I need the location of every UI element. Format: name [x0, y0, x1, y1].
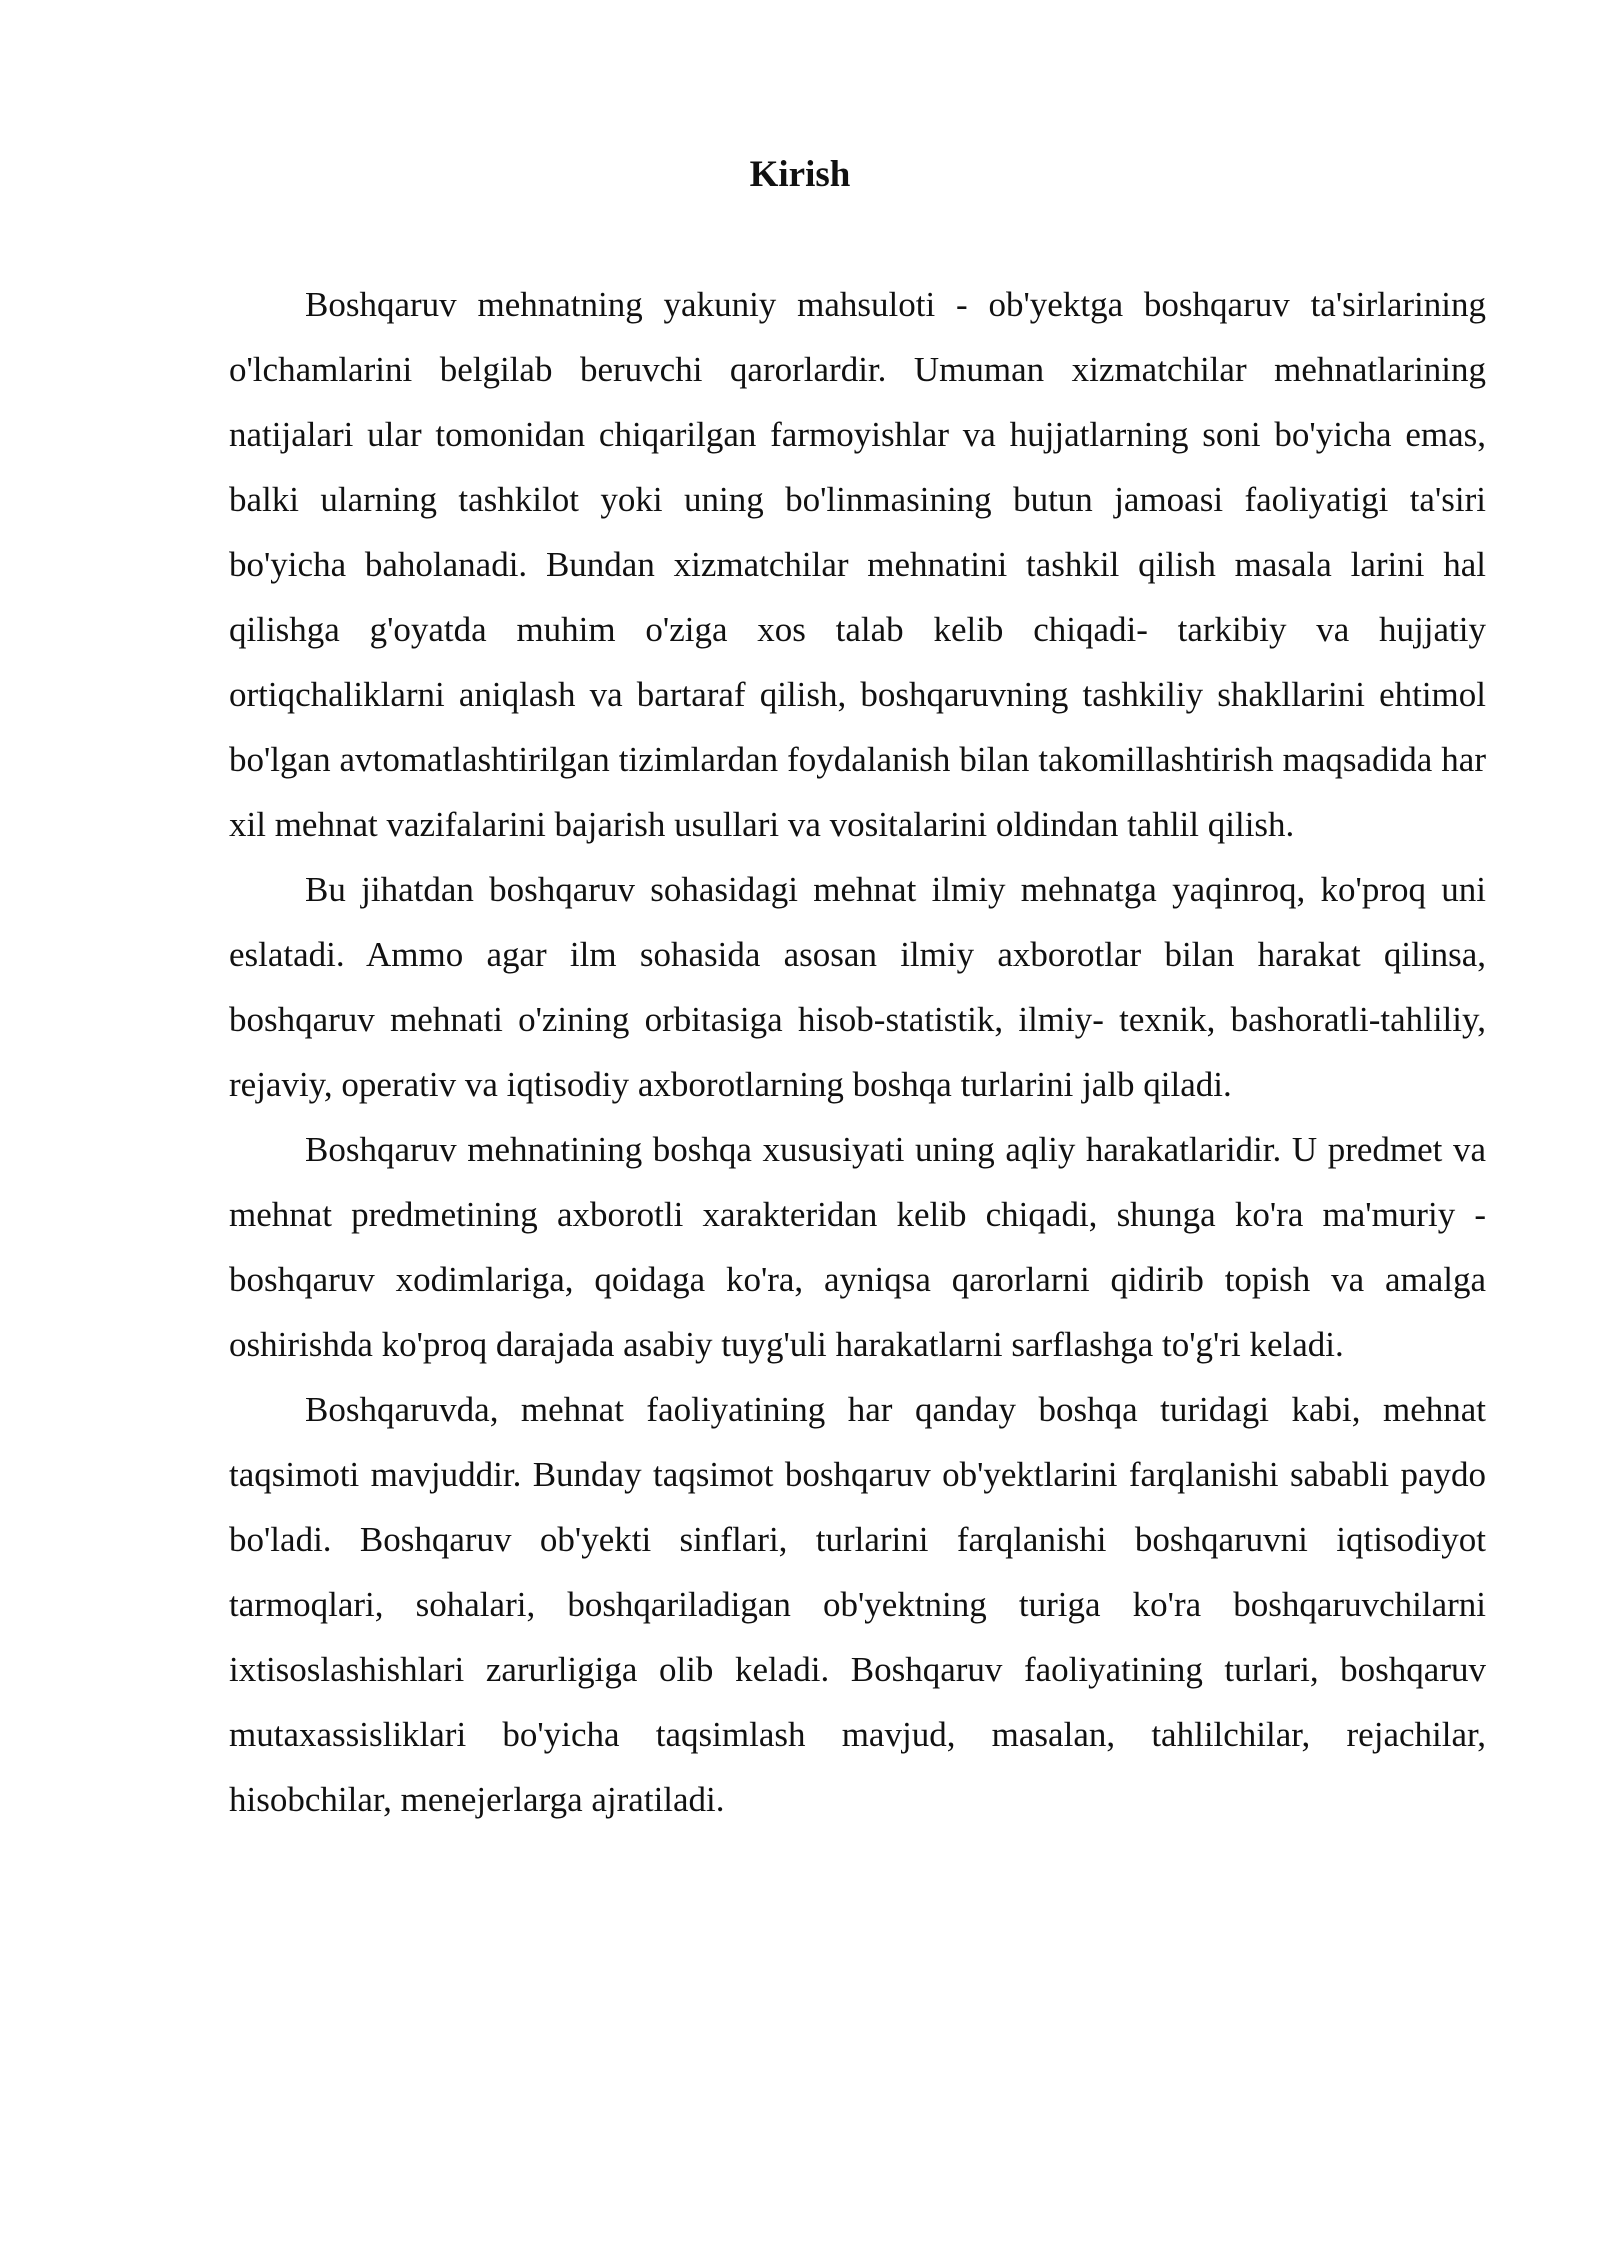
paragraph-2: Bu jihatdan boshqaruv sohasidagi mehnat ilmiy mehnatga yaqinroq, ko'proq uni eslatadi. Ammo agar ilm sohasida asosan ilmiy axborotlar bilan harakat qilinsa, boshqaruv mehnati o'zining orbitasiga hisob-statistik, ilmiy- texnik, bashoratli-tahliliy, rejaviy, operativ va iqtisodiy axborotlarning boshqa turlarini jalb qiladi.	[229, 870, 1486, 1104]
paragraph-3: Boshqaruv mehnatining boshqa xususiyati uning aqliy harakatlaridir. U predmet va mehnat predmetining axborotli xarakteridan kelib chiqadi, shunga ko'ra ma'muriy - boshqaruv xodimlariga, qoidaga ko'ra, ayniqsa qarorlarni qidirib topish va amalga oshirishda ko'proq darajada asabiy tuyg'uli harakatlarni sarflashga to'g'ri keladi.	[229, 1130, 1486, 1364]
paragraph-4: Boshqaruvda, mehnat faoliyatining har qanday boshqa turidagi kabi, mehnat taqsimoti mavjuddir. Bunday taqsimot boshqaruv ob'yektlarini farqlanishi sababli paydo bo'ladi. Boshqaruv ob'yekti sinflari, turlarini farqlanishi boshqaruvni iqtisodiyot tarmoqlari, sohalari, boshqariladigan ob'yektning turiga ko'ra boshqaruvchilarni ixtisoslashishlari zarurligiga olib keladi. Boshqaruv faoliyatining turlari, boshqaruv mutaxassisliklari bo'yicha taqsimlash mavjud, masalan, tahlilchilar, rejachilar, hisobchilar, menejerlarga ajratiladi.	[229, 1390, 1486, 1819]
paragraph-1: Boshqaruv mehnatning yakuniy mahsuloti - ob'yektga boshqaruv ta'sirlarining o'lchamlarini belgilab beruvchi qarorlardir. Umuman xizmatchilar mehnatlarining natijalari ular tomonidan chiqarilgan farmoyishlar va hujjatlarning soni bo'yicha emas, balki ularning tashkilot yoki uning bo'linmasining butun jamoasi faoliyatigi ta'siri bo'yicha baholanadi. Bundan xizmatchilar mehnatini tashkil qilish masala larini hal qilishga g'oyatda muhim o'ziga xos talab kelib chiqadi- tarkibiy va hujjatiy ortiqchaliklarni aniqlash va bartaraf qilish, boshqaruvning tashkiliy shakllarini ehtimol bo'lgan avtomatlashtirilgan tizimlardan foydalanish bilan takomillashtirish maqsadida har xil mehnat vazifalarini bajarish usullari va vositalarini oldindan tahlil qilish.	[229, 285, 1486, 844]
document-body	[229, 272, 1486, 1832]
page-title: Kirish	[749, 154, 851, 195]
